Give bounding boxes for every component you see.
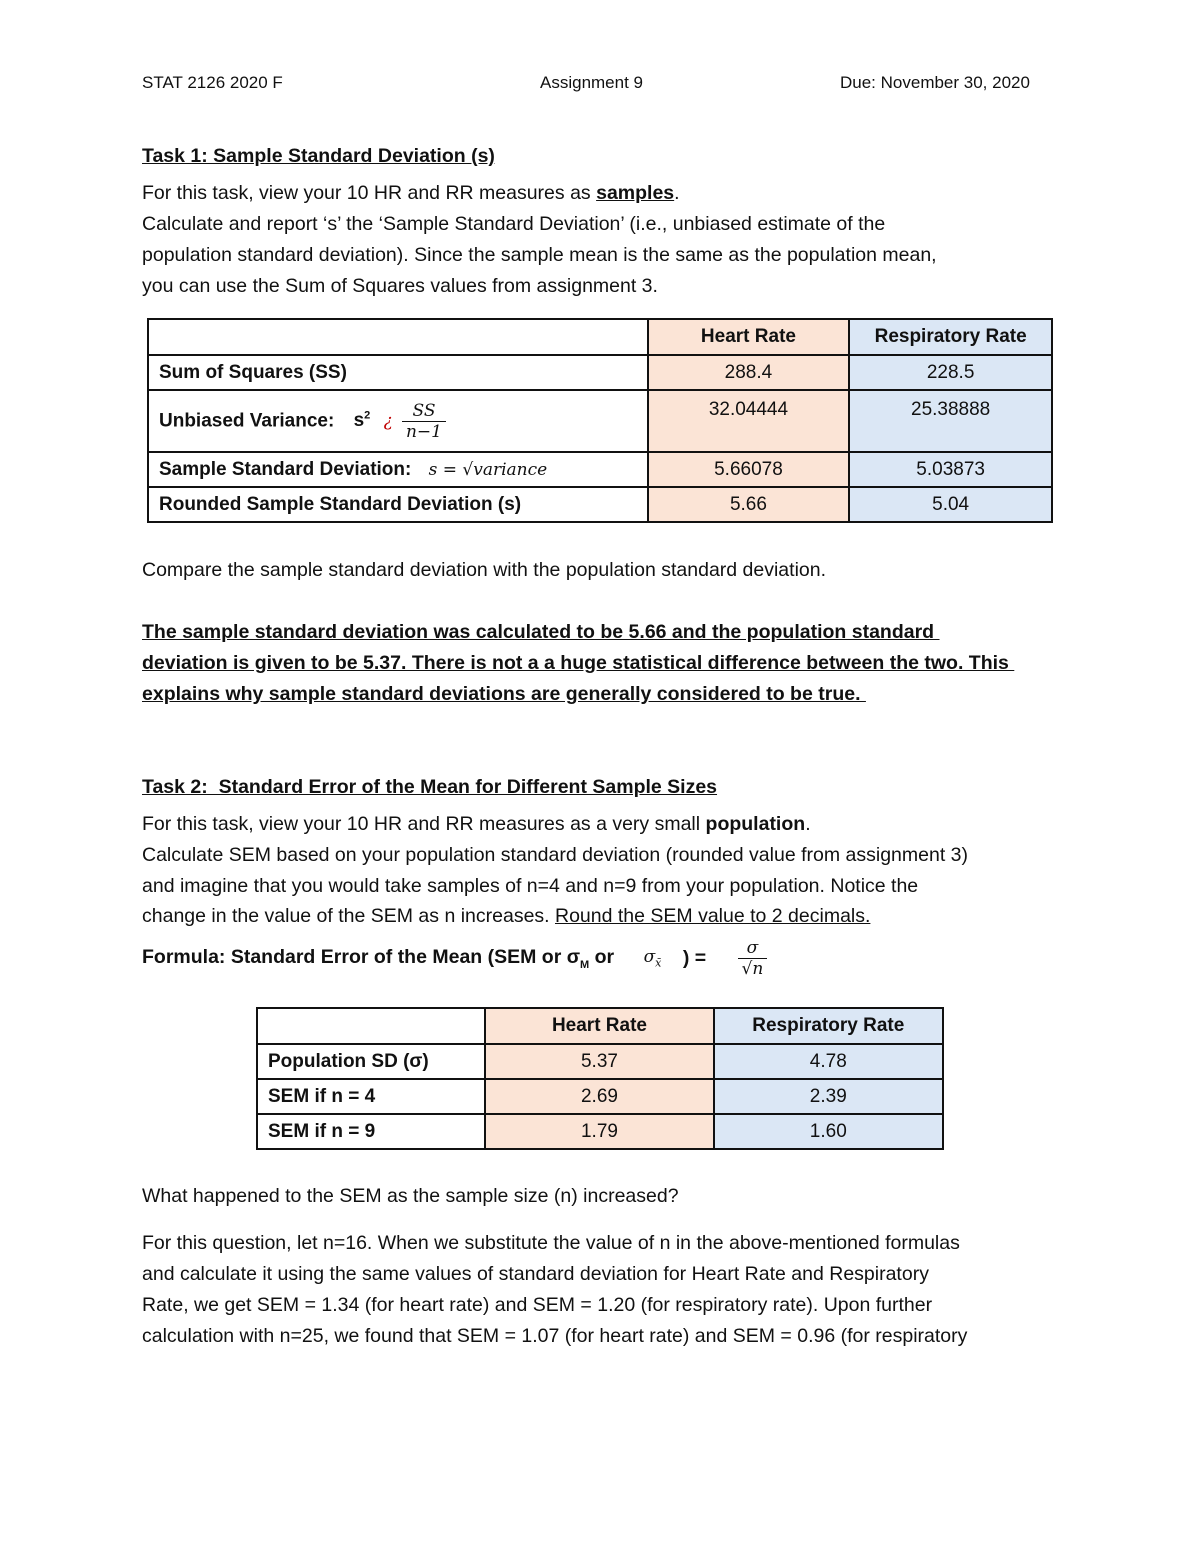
sample-sd-label-text: Sample Standard Deviation: (159, 458, 412, 480)
task2-line4-a: change in the value of the SEM as n increases. (142, 905, 555, 927)
sem-formula-or: or (589, 946, 615, 969)
sem-formula-sub: M (580, 958, 590, 971)
cell-hr-sem-n4: 2.69 (485, 1079, 713, 1114)
table-row (148, 355, 1052, 390)
task2-population-word: population (705, 813, 806, 835)
variance-label-text: Unbiased Variance: (159, 410, 335, 432)
task1-line2: Calculate and report ‘s’ the ‘Sample Standard Deviation’ (i.e., unbiased estimate of the (142, 213, 886, 235)
cell-hr-sem-n9: 1.79 (485, 1114, 713, 1149)
cell-hr-rounded-sd: 5.66 (648, 487, 850, 522)
sem-numerator: σ (738, 938, 768, 959)
row-label-population-sd: Population SD (σ) (257, 1044, 485, 1079)
row-label-sem-n4: SEM if n = 4 (257, 1079, 485, 1114)
sem-sigma-xbar (644, 947, 662, 969)
cell-rr-sample-sd: 5.03873 (849, 452, 1052, 487)
task2-table (256, 1007, 944, 1150)
table-row (148, 390, 1052, 452)
task1-answer-line3: explains why sample standard deviations are generally considered to be true. (142, 683, 866, 705)
col-header-respiratory-rate: Respiratory Rate (714, 1008, 943, 1044)
table-corner-cell (148, 319, 648, 355)
table-row (257, 1079, 943, 1114)
task2-line1 (142, 813, 811, 836)
sem-formula-label (142, 946, 614, 971)
sem-denominator: √n (741, 959, 764, 979)
task2-answer-line1: For this question, let n=16. When we substitute the value of n in the above-mentioned formulas (142, 1232, 960, 1254)
header-course: STAT 2126 2020 F (142, 73, 283, 92)
col-header-respiratory-rate: Respiratory Rate (849, 319, 1052, 355)
sem-sigma: σ (643, 947, 656, 968)
task2-line4 (142, 905, 870, 928)
task1-answer-line1: The sample standard deviation was calculated to be 5.66 and the population standard (142, 621, 940, 643)
task1-title: Task 1: Sample Standard Deviation (s) (142, 145, 495, 167)
task2-answer-line3: Rate, we get SEM = 1.34 (for heart rate) and SEM = 1.20 (for respiratory rate). Upon further (142, 1294, 933, 1316)
table-corner-cell (257, 1008, 485, 1044)
cell-rr-sem-n4: 2.39 (714, 1079, 943, 1114)
cell-hr-ss: 288.4 (648, 355, 850, 390)
table-header-row (148, 319, 1052, 355)
cell-rr-rounded-sd: 5.04 (849, 487, 1052, 522)
task2-line1-a: For this task, view your 10 HR and RR measures as a very small (142, 813, 706, 835)
table-row (148, 487, 1052, 522)
task2-answer-line4: calculation with n=25, we found that SEM = 1.07 (for heart rate) and SEM = 0.96 (for respiratory (142, 1325, 968, 1347)
task2-title: Task 2: Standard Error of the Mean for Different Sample Sizes (142, 776, 718, 798)
sem-fraction (738, 938, 768, 979)
row-label-ss: Sum of Squares (SS) (148, 355, 648, 390)
task2-line1-c: . (805, 813, 811, 835)
row-label-sample-sd (148, 452, 648, 487)
sem-xbar: x̄ (655, 956, 662, 970)
cell-rr-ss: 228.5 (849, 355, 1052, 390)
variance-symbol (354, 410, 371, 431)
table-row (257, 1044, 943, 1079)
cell-hr-population-sd: 5.37 (485, 1044, 713, 1079)
cell-hr-variance: 32.04444 (648, 390, 850, 452)
task2-answer-line2: and calculate it using the same values of standard deviation for Heart Rate and Respiratory (142, 1263, 929, 1285)
variance-numerator: SS (402, 401, 446, 422)
row-label-variance (148, 390, 648, 452)
variance-sup: 2 (364, 409, 371, 422)
table-row (148, 452, 1052, 487)
variance-denominator: n−1 (405, 421, 442, 442)
sample-sd-formula: s = √variance (428, 459, 548, 480)
task1-table (147, 318, 1053, 523)
task1-line1-c: . (674, 182, 680, 204)
variance-fraction (402, 401, 446, 442)
sem-formula (142, 938, 767, 979)
task2-line3: and imagine that you would take samples of n=4 and n=9 from your population. Notice the (142, 875, 919, 897)
sem-equals: ) = (682, 947, 707, 969)
cell-rr-population-sd: 4.78 (714, 1044, 943, 1079)
cell-hr-sample-sd: 5.66078 (648, 452, 850, 487)
task1-answer-line2: deviation is given to be 5.37. There is not a a huge statistical difference between the two. This (142, 652, 1015, 674)
variance-s: s (353, 410, 365, 432)
col-header-heart-rate: Heart Rate (648, 319, 850, 355)
variance-glyph: ¿ (383, 411, 393, 432)
header-due: Due: November 30, 2020 (840, 73, 1030, 92)
table-row (257, 1114, 943, 1149)
task1-line1 (142, 182, 680, 205)
task1-samples-word: samples (596, 182, 675, 204)
cell-rr-variance: 25.38888 (849, 390, 1052, 452)
sem-formula-text: Formula: Standard Error of the Mean (SEM or σ (142, 946, 581, 969)
task1-compare-question: Compare the sample standard deviation with the population standard deviation. (142, 559, 827, 581)
cell-rr-sem-n9: 1.60 (714, 1114, 943, 1149)
task1-line3: population standard deviation). Since the sample mean is the same as the population mean, (142, 244, 937, 266)
task2-line2: Calculate SEM based on your population standard deviation (rounded value from assignment 3) (142, 844, 968, 866)
task2-round-instruction: Round the SEM value to 2 decimals. (555, 905, 871, 927)
row-label-sem-n9: SEM if n = 9 (257, 1114, 485, 1149)
table-header-row (257, 1008, 943, 1044)
task2-question: What happened to the SEM as the sample size (n) increased? (142, 1185, 679, 1207)
col-header-heart-rate: Heart Rate (485, 1008, 713, 1044)
task1-line1-a: For this task, view your 10 HR and RR measures as (142, 182, 597, 204)
row-label-rounded-sd: Rounded Sample Standard Deviation (s) (148, 487, 648, 522)
header-assignment: Assignment 9 (540, 73, 643, 92)
task1-line4: you can use the Sum of Squares values from assignment 3. (142, 275, 658, 297)
